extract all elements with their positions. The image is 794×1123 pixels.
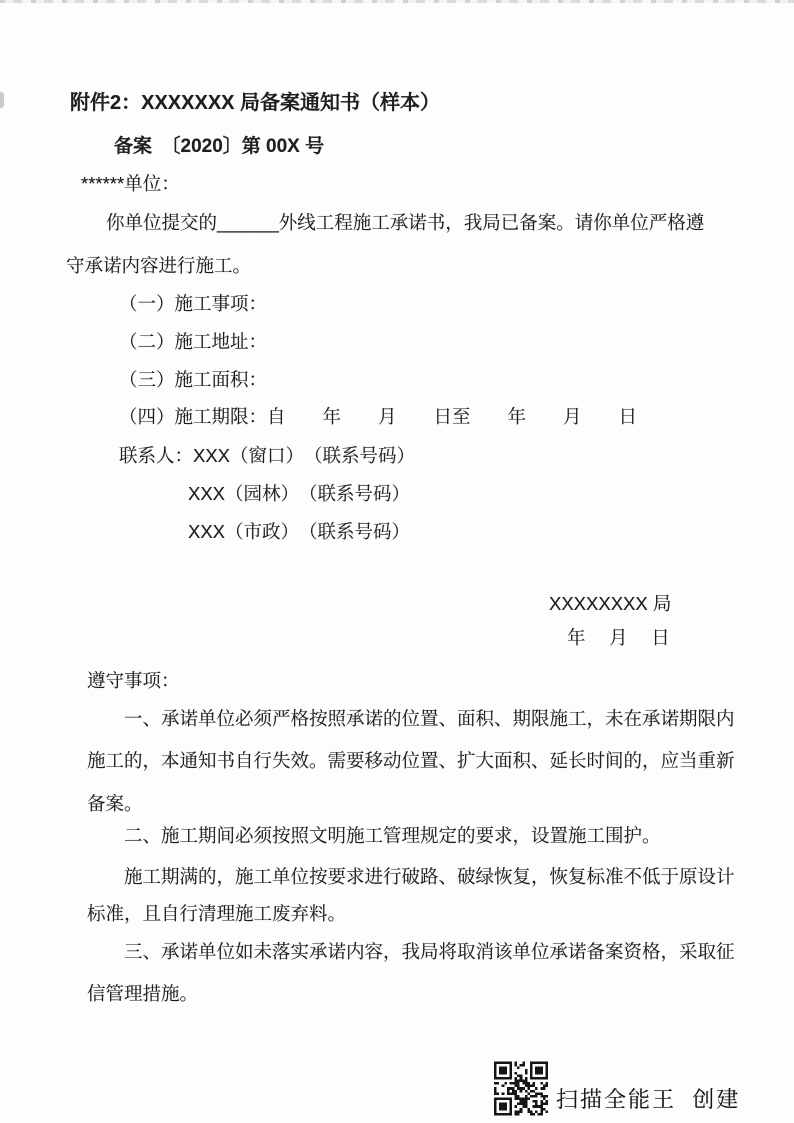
term2-line: 二、施工期间必须按照文明施工管理规定的要求，设置施工围护。	[124, 825, 661, 846]
contact-window: 联系人：XXX（窗口） （联系号码）	[119, 445, 416, 466]
issuer-signature: XXXXXXXX 局	[549, 593, 672, 614]
scanner-edge-artifact	[0, 0, 794, 3]
contact-landscape: XXX（园林） （联系号码）	[188, 483, 411, 504]
intro-paragraph-line: 你单位提交的______外线工程施工承诺书，我局已备案。请你单位严格遵	[106, 212, 705, 233]
intro-paragraph-line: 守承诺内容进行施工。	[66, 255, 252, 276]
term1-line: 一、承诺单位必须严格按照承诺的位置、面积、期限施工，未在承诺期限内	[124, 708, 735, 729]
salutation-unit: ******单位：	[81, 173, 180, 194]
term1-line: 施工的，本通知书自行失效。需要移动位置、扩大面积、延长时间的，应当重新	[87, 750, 735, 771]
item-construction-area: （三）施工面积：	[119, 369, 268, 390]
scanner-speck-artifact	[0, 92, 4, 108]
term3-line: 信管理措施。	[87, 983, 199, 1004]
contact-municipal: XXX（市政） （联系号码）	[188, 521, 411, 542]
attachment-heading: 附件2：XXXXXXX 局备案通知书（样本）	[70, 92, 441, 114]
term2-line: 施工期满的，施工单位按要求进行破路、破绿恢复，恢复标准不低于原设计	[124, 866, 735, 887]
document-number: 备案 〔2020〕第 00X 号	[114, 136, 325, 157]
terms-heading: 遵守事项：	[87, 670, 180, 691]
term2-line: 标准，且自行清理施工废弃料。	[87, 903, 347, 924]
signature-date-line: 年 月 日	[567, 627, 670, 648]
item-construction-period: （四）施工期限：自 年 月 日至 年 月 日	[119, 406, 638, 427]
term1-line: 备案。	[87, 793, 143, 814]
camscanner-watermark-label: 扫描全能王 创建	[556, 1087, 741, 1112]
item-construction-matter: （一）施工事项：	[119, 293, 268, 314]
qr-code-icon	[494, 1061, 548, 1116]
item-construction-address: （二）施工地址：	[119, 331, 268, 352]
term3-line: 三、承诺单位如未落实承诺内容，我局将取消该单位承诺备案资格，采取征	[124, 941, 735, 962]
